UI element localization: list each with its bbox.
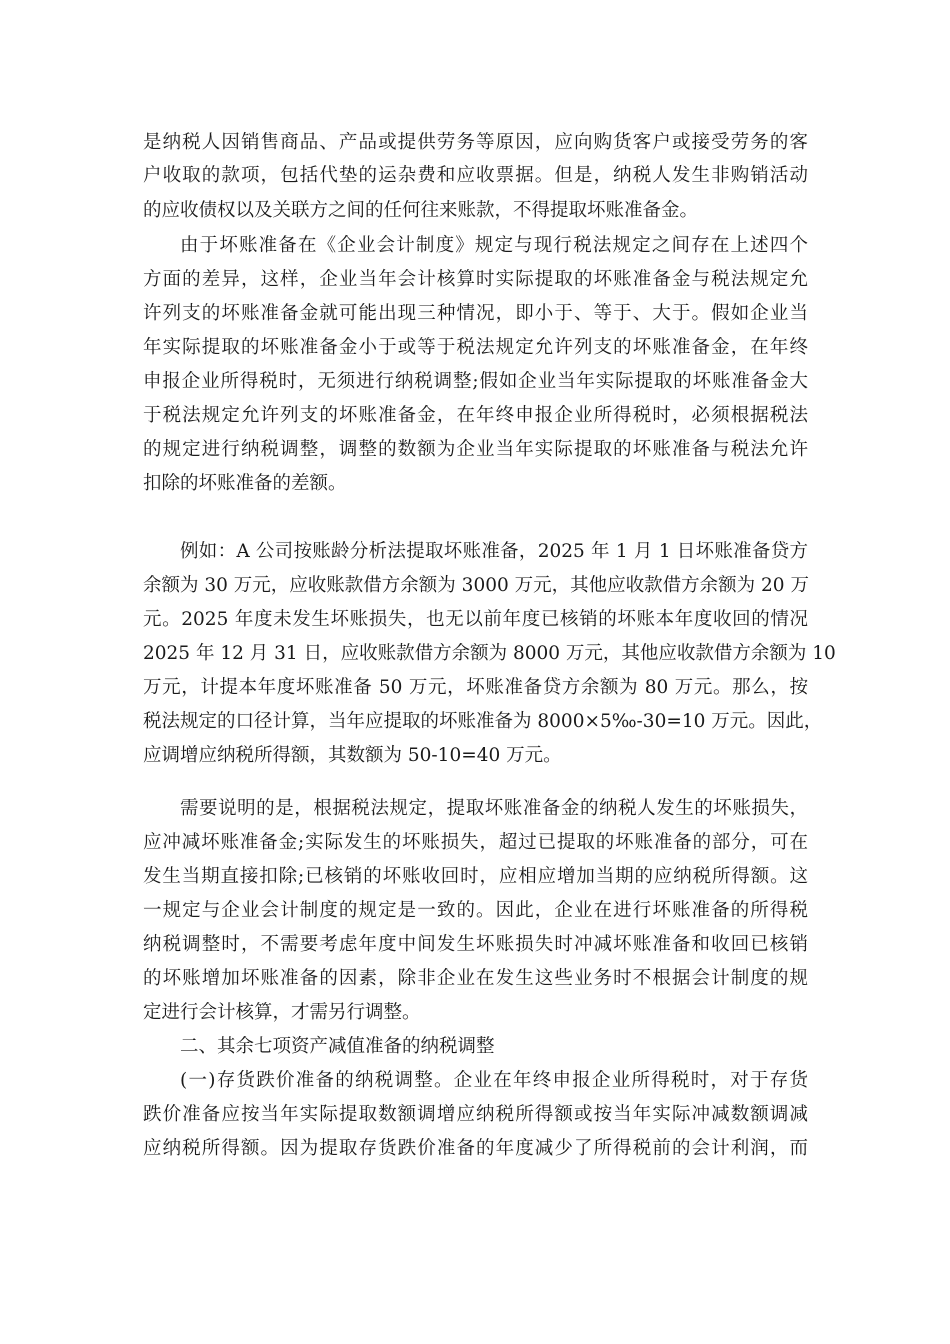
text-line: 的坏账增加坏账准备的因素，除非企业在发生这些业务时不根据会计制度的规 — [143, 968, 808, 989]
paragraph-first-line: (一)存货跌价准备的纳税调整。企业在年终申报企业所得税时，对于存货 — [180, 1070, 808, 1091]
paragraph-first-line: 需要说明的是，根据税法规定，提取坏账准备金的纳税人发生的坏账损失， — [180, 798, 808, 819]
text-line: 一规定与企业会计制度的规定是一致的。因此，企业在进行坏账准备的所得税 — [143, 900, 808, 921]
text-line: 许列支的坏账准备金就可能出现三种情况，即小于、等于、大于。假如企业当 — [143, 303, 808, 324]
text-line: 的规定进行纳税调整，调整的数额为企业当年实际提取的坏账准备与税法允许 — [143, 439, 808, 460]
text-line: 是纳税人因销售商品、产品或提供劳务等原因，应向购货客户或接受劳务的客 — [143, 132, 808, 153]
text-line: 户收取的款项，包括代垫的运杂费和应收票据。但是，纳税人发生非购销活动 — [143, 165, 808, 186]
text-line: 税法规定的口径计算，当年应提取的坏账准备为 8000×5‰-30=10 万元。因此， — [143, 711, 823, 732]
text-line: 2025 年 12 月 31 日，应收账款借方余额为 8000 万元，其他应收款借方余额为 10 — [143, 643, 836, 664]
text-line: 万元，计提本年度坏账准备 50 万元，坏账准备贷方余额为 80 万元。那么，按 — [143, 677, 808, 698]
text-line: 申报企业所得税时，无须进行纳税调整;假如企业当年实际提取的坏账准备金大 — [143, 371, 808, 392]
text-line: 应冲减坏账准备金;实际发生的坏账损失，超过已提取的坏账准备的部分，可在 — [143, 832, 808, 853]
text-line: 应调增应纳税所得额，其数额为 50-10=40 万元。 — [143, 745, 562, 766]
text-line: 方面的差异，这样，企业当年会计核算时实际提取的坏账准备金与税法规定允 — [143, 269, 808, 290]
text-line: 纳税调整时，不需要考虑年度中间发生坏账损失时冲减坏账准备和收回已核销 — [143, 934, 808, 955]
text-line: 定进行会计核算，才需另行调整。 — [143, 1002, 421, 1023]
text-line: 应纳税所得额。因为提取存货跌价准备的年度减少了所得税前的会计利润，而 — [143, 1138, 808, 1159]
text-line: 于税法规定允许列支的坏账准备金，在年终申报企业所得税时，必须根据税法 — [143, 405, 808, 426]
text-line: 元。2025 年度未发生坏账损失，也无以前年度已核销的坏账本年度收回的情况 — [143, 609, 808, 630]
text-line: 跌价准备应按当年实际提取数额调增应纳税所得额或按当年实际冲减数额调减 — [143, 1104, 808, 1125]
text-line: 年实际提取的坏账准备金小于或等于税法规定允许列支的坏账准备金，在年终 — [143, 337, 808, 358]
text-line: 余额为 30 万元，应收账款借方余额为 3000 万元，其他应收款借方余额为 20 万 — [143, 575, 809, 596]
paragraph-first-line: 例如：A 公司按账龄分析法提取坏账准备，2025 年 1 月 1 日坏账准备贷方 — [180, 541, 808, 562]
text-line: 的应收债权以及关联方之间的任何往来账款，不得提取坏账准备金。 — [143, 200, 699, 221]
section-heading: 二、其余七项资产减值准备的纳税调整 — [180, 1036, 495, 1057]
text-line: 发生当期直接扣除;已核销的坏账收回时，应相应增加当期的应纳税所得额。这 — [143, 866, 808, 887]
paragraph-first-line: 由于坏账准备在《企业会计制度》规定与现行税法规定之间存在上述四个 — [180, 235, 808, 256]
text-line: 扣除的坏账准备的差额。 — [143, 473, 347, 494]
